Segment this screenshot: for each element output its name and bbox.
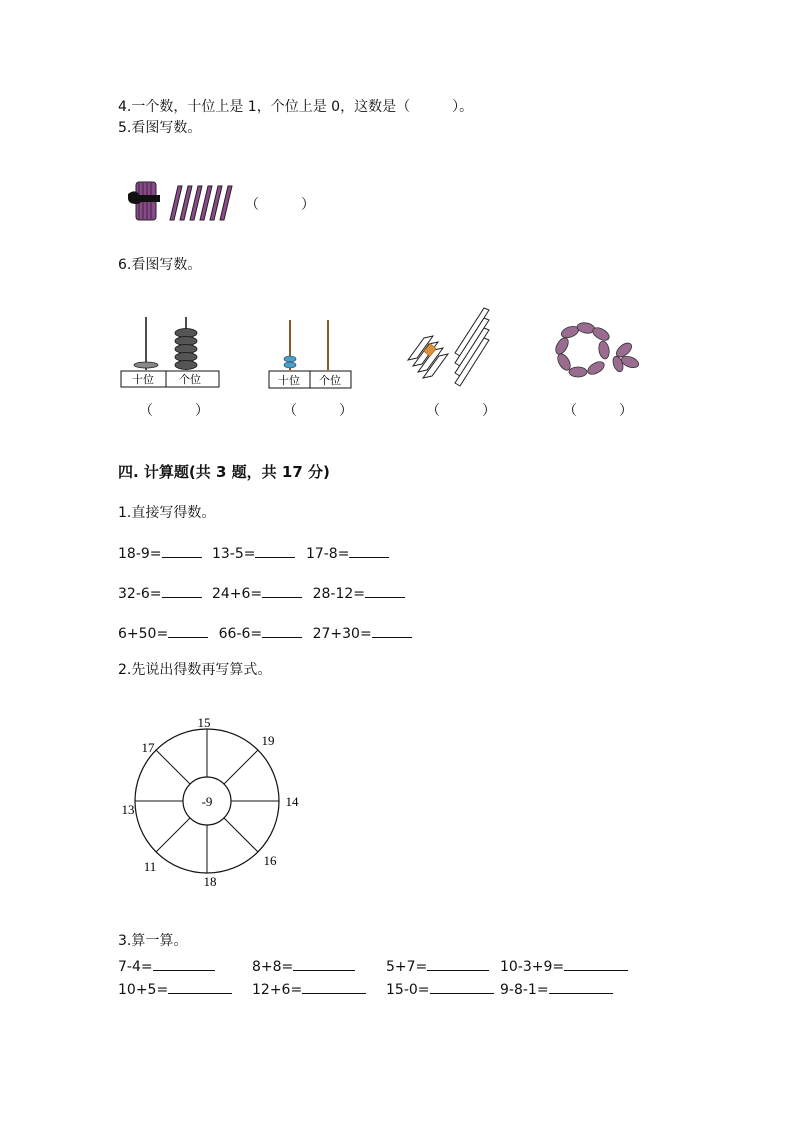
calc3-item (386, 956, 489, 976)
expression: 28-12= (312, 586, 366, 602)
calc3-item (252, 956, 355, 976)
answer-blank[interactable] (349, 543, 389, 558)
expression: 24+6= (211, 586, 263, 602)
calc3-item (500, 956, 628, 976)
calc3-item (386, 979, 494, 999)
answer-blank[interactable] (153, 956, 215, 971)
expression: 7-4= (118, 959, 153, 975)
answer-blank-q5[interactable]: （ ） (245, 197, 315, 213)
answer-blank[interactable] (168, 979, 232, 994)
wheel-center-operation: -9 (201, 794, 213, 809)
answer-blank[interactable] (372, 623, 412, 638)
answer-blank[interactable] (302, 979, 366, 994)
expression: 10-3+9= (500, 959, 565, 975)
calc3-item (118, 956, 215, 976)
expression: 17-8= (305, 546, 350, 562)
answer-blank[interactable] (255, 543, 295, 558)
expression: 13-5= (211, 546, 256, 562)
answer-blank[interactable] (162, 543, 202, 558)
expression: 27+30= (312, 626, 372, 642)
calc-2-prompt: 2.先说出得数再写算式。 (118, 662, 272, 678)
answer-blank-abacus-2[interactable]: （ ） (283, 403, 353, 419)
answer-blank[interactable] (262, 623, 302, 638)
answer-blank-leaves[interactable]: （ ） (563, 403, 633, 419)
calc3-item (252, 979, 366, 999)
expression: 12+6= (252, 982, 303, 998)
expression: 6+50= (118, 626, 169, 642)
calc1-row (118, 583, 405, 603)
expression: 10+5= (118, 982, 169, 998)
answer-blank[interactable] (430, 979, 494, 994)
wheel-number: 19 (261, 733, 275, 748)
wheel-number: 17 (141, 740, 155, 755)
calc3-item (118, 979, 232, 999)
calc1-row (118, 623, 412, 643)
expression: 66-6= (218, 626, 263, 642)
abacus-icon (120, 315, 220, 390)
answer-blank-abacus-1[interactable]: （ ） (139, 403, 209, 419)
expression: 15-0= (386, 982, 430, 998)
answer-blank[interactable] (162, 583, 202, 598)
abacus-icon (268, 318, 352, 390)
abacus-label-tens: 十位 (132, 374, 154, 386)
answer-blank[interactable] (549, 979, 613, 994)
abacus-label-ones: 个位 (179, 374, 201, 386)
expression: 9-8-1= (500, 982, 549, 998)
abacus-label-tens: 十位 (278, 375, 300, 387)
answer-blank[interactable] (365, 583, 405, 598)
section-title: 四. 计算题(共 3 题，共 17 分) (118, 463, 330, 481)
expression: 8+8= (252, 959, 294, 975)
expression: 32-6= (118, 586, 162, 602)
question-6: 6.看图写数。 (118, 257, 202, 273)
wheel-number: 11 (143, 859, 157, 874)
subtraction-wheel (120, 712, 305, 890)
wheel-number: 18 (203, 874, 217, 889)
answer-blank-sticks[interactable]: （ ） (426, 403, 496, 419)
calc-1-prompt: 1.直接写得数。 (118, 505, 216, 521)
calc-3-prompt: 3.算一算。 (118, 933, 188, 949)
calc3-item (500, 979, 613, 999)
calc1-row (118, 543, 389, 563)
leaf-bunch-icon (552, 320, 644, 382)
answer-blank[interactable] (293, 956, 355, 971)
abacus-label-ones: 个位 (319, 375, 341, 387)
question-4: 4.一个数，十位上是 1，个位上是 0，这数是（ ）。 (118, 99, 474, 115)
stick-bundle-icon (126, 180, 236, 225)
answer-blank[interactable] (427, 956, 489, 971)
answer-blank[interactable] (262, 583, 302, 598)
stick-bundles-icon (405, 308, 495, 388)
wheel-number: 14 (285, 794, 299, 809)
expression: 5+7= (386, 959, 428, 975)
answer-blank[interactable] (564, 956, 628, 971)
wheel-number: 15 (197, 715, 211, 730)
answer-blank[interactable] (168, 623, 208, 638)
expression: 18-9= (118, 546, 162, 562)
question-5: 5.看图写数。 (118, 120, 202, 136)
wheel-number: 16 (263, 853, 277, 868)
wheel-number: 13 (121, 802, 135, 817)
